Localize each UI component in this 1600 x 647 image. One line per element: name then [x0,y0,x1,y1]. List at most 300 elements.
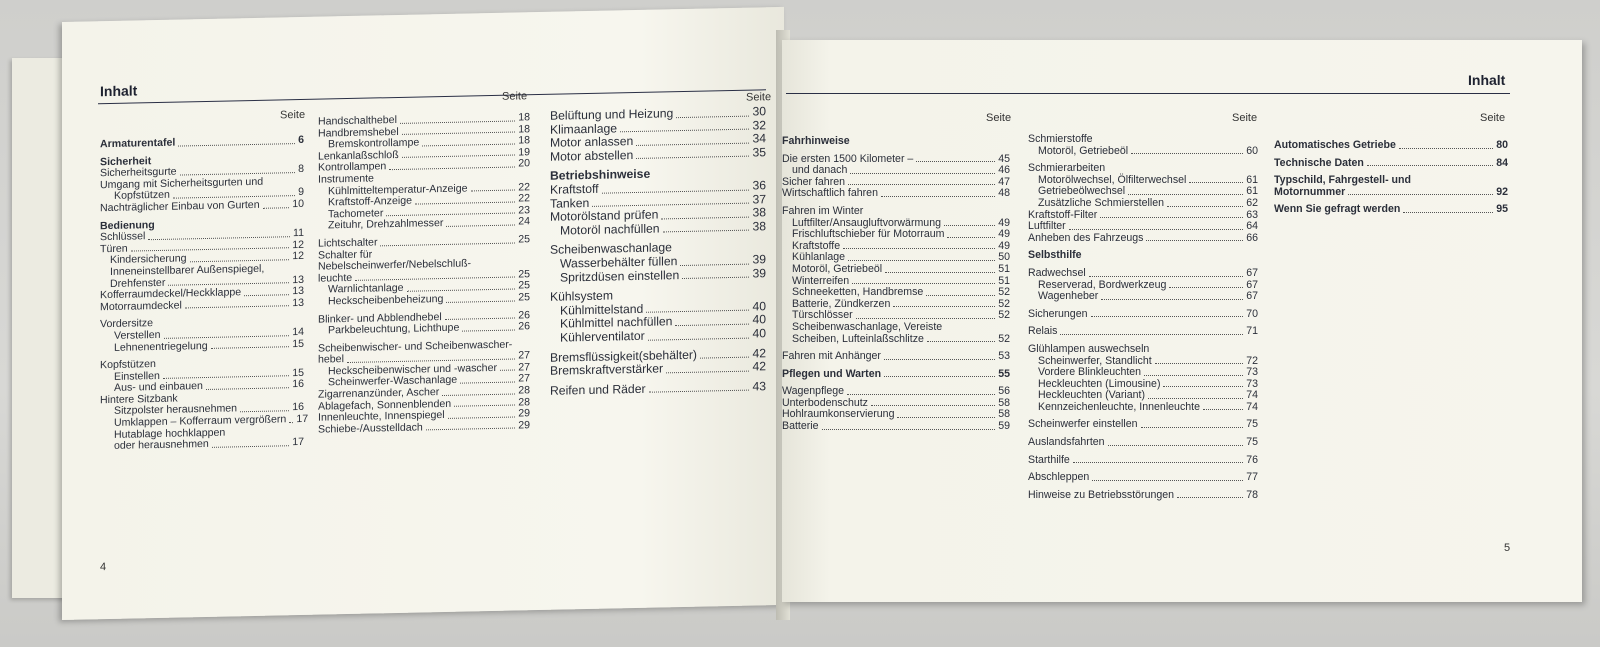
toc-entry-page: 78 [1246,488,1258,501]
toc-entry-title: Auslandsfahrten [1028,436,1105,449]
toc-entry-title: Zeituhr, Drehzahlmesser [328,217,444,232]
toc-entry-page: 75 [1246,436,1258,449]
toc-entry-title: Technische Daten [1274,156,1364,169]
dot-leader [181,399,301,402]
dot-leader [400,120,515,123]
dot-leader [1203,409,1243,410]
toc-entry-page: 58 [998,396,1010,409]
toc-entry-title: Scheibenwischer- und Scheibenwascher- [318,338,513,355]
dot-leader [850,173,995,174]
toc-entry-title: Handbremshebel [318,125,399,140]
toc-entry-title: Anheben des Fahrzeugs [1028,231,1144,244]
toc-entry [318,292,530,308]
toc-entry-title: Scheinwerfer einstellen [1028,418,1138,431]
toc-entry-title: Tachometer [328,207,384,221]
dot-leader [636,156,749,159]
toc-entry-page: 13 [292,296,304,309]
toc-entry-page: 52 [998,297,1010,310]
toc-entry [782,264,1010,276]
toc-entry [1028,291,1258,303]
toc-entry-title: Kraftstoff-Filter [1028,208,1098,221]
toc-entry-title: Zigarrenanzünder, Ascher [318,386,440,401]
toc-entry-page: 43 [752,378,766,394]
toc-entry-title: Bremsflüssigkeit(sbehälter) [550,347,697,365]
toc-column [1274,134,1508,216]
toc-entry-title: Sicherungen [1028,307,1088,320]
toc-entry-page: 35 [752,145,766,160]
toc-entry-title: Umklappen – Kofferraum vergrößern [114,413,287,429]
toc-entry-page: 40 [752,298,766,314]
toc-entry-title: Instrumente [318,172,374,186]
dot-leader [1177,497,1243,498]
toc-entry-title: Luftfilter/Ansaugluftvorwärmung [792,216,941,229]
toc-entry-page: 18 [518,134,530,147]
dot-leader [445,318,516,320]
toc-entry-page: 72 [1246,354,1258,367]
toc-entry-title: Einstellen [114,369,160,383]
toc-entry [1028,402,1258,414]
toc-entry-page: 53 [998,350,1010,363]
dot-leader [1146,240,1243,241]
toc-entry [782,229,1010,241]
toc-entry-title: Die ersten 1500 Kilometer – [782,152,914,165]
toc-entry-title: oder herausnehmen [114,438,209,453]
toc-entry-page: 14 [292,325,304,339]
toc-entry [1028,250,1258,262]
toc-entry-title: Armaturentafel [100,136,176,151]
dot-leader [926,295,995,296]
toc-entry-page: 36 [752,178,766,193]
toc-entry-title: leuchte [318,271,353,285]
page-number: 4 [100,561,107,574]
toc-entry-page: 6 [298,133,304,147]
toc-entry [1274,140,1508,152]
toc-entry-title: Hohlraumkonservierung [782,408,895,421]
toc-entry-title: Schmierstoffe [1028,133,1093,145]
toc-entry-page: 26 [518,308,530,321]
dot-leader [462,329,515,331]
toc-entry-page: 40 [752,312,766,327]
toc-entry-page: 19 [518,145,530,159]
dot-leader [446,300,515,302]
toc-entry-title: Umgang mit Sicherheitsgurten und [100,175,264,191]
toc-entry-title: Kühlmittelstand [560,301,644,318]
toc-entry [1028,472,1258,484]
toc-entry-title: hebel [318,353,344,366]
toc-entry-page: 52 [998,332,1010,345]
toc-entry-page: 27 [518,372,530,385]
dot-leader [884,359,995,360]
toc-entry-page: 27 [518,361,530,374]
toc-entry [1028,437,1258,449]
toc-entry [1028,268,1258,280]
toc-entry [318,217,530,233]
toc-entry-title: Sicherheitsgurte [100,165,177,180]
dot-leader [1141,427,1244,428]
dot-leader [1131,153,1243,154]
toc-entry-title: Scheibenwaschanlage, Vereiste [792,320,943,333]
toc-entry-title: Sitzpolster herausnehmen [114,402,238,418]
toc-entry-page: 62 [1246,196,1258,209]
toc-entry-title: Glühlampen auswechseln [1028,342,1150,355]
dot-leader [1089,276,1243,277]
toc-entry [782,136,1010,148]
seite-label: Seite [502,90,528,103]
dot-leader [1069,229,1244,230]
toc-entry-title: Kühlsystem [550,288,613,304]
toc-entry-title: Tanken [550,195,590,211]
toc-entry-title: Kraftstoff [550,181,599,197]
dot-leader [240,410,289,412]
toc-entry-page: 73 [1246,366,1258,379]
toc-entry-page: 59 [998,420,1010,433]
toc-entry [1028,455,1258,467]
toc-entry-page: 15 [292,366,304,379]
toc-entry [1028,233,1258,245]
toc-entry-title: Handschalthebel [318,113,397,128]
toc-entry-title: Türschlösser [792,309,853,322]
dot-leader [402,132,516,135]
toc-entry [782,188,1010,200]
toc-entry-title: Selbsthilfe [1028,249,1082,262]
dot-leader [389,166,515,170]
dot-leader [1100,217,1243,218]
dot-leader [244,294,289,296]
dot-leader [648,337,750,340]
dot-leader [446,224,515,226]
toc-entry-page: 76 [1246,453,1258,466]
dot-leader [289,422,293,423]
toc-entry-title: Drehfenster [110,276,166,290]
toc-entry-page: 24 [518,215,530,228]
seite-label: Seite [1232,112,1258,124]
toc-entry [782,369,1010,381]
toc-entry-title: Parkbeleuchtung, Lichthupe [328,321,460,337]
toc-entry-title: Türen [100,242,128,255]
toc-entry-title: Scheinwerfer-Waschanlage [328,374,458,389]
toc-entry [550,220,766,238]
dot-leader [426,428,515,431]
toc-entry-title: Nachträglicher Einbau von Gurten [100,198,260,215]
dot-leader [884,376,995,377]
toc-entry-title: Kühlerventilator [560,328,645,345]
right-page [782,40,1582,602]
toc-column [1028,134,1258,501]
dot-leader [848,184,995,185]
toc-entry-title: Reserverad, Bordwerkzeug [1038,278,1167,291]
toc-entry-title: Motoröl, Getriebeöl [792,262,883,275]
dot-leader [266,184,301,185]
toc-entry-title: Blinker- und Abblendhebel [318,310,442,326]
toc-column [550,105,766,398]
dot-leader [1128,194,1243,195]
dot-leader [675,324,749,327]
toc-entry-title: Ablagefach, Sonnenblenden [318,397,452,413]
dot-leader [500,370,515,371]
toc-entry-page: 67 [1246,278,1258,291]
dot-leader [646,310,749,313]
toc-entry-title: Bedienung [100,218,155,232]
dot-leader [164,335,290,339]
dot-leader [407,288,516,291]
toc-entry [550,360,766,378]
dot-leader [885,272,995,273]
toc-entry [1028,309,1258,321]
toc-entry-title: Kennzeichenleuchte, Innenleuchte [1038,400,1200,413]
toc-entry-page: 29 [518,419,530,432]
toc-entry-page: 49 [998,239,1010,252]
toc-entry [782,287,1010,299]
page-number: 5 [1504,542,1511,554]
toc-column [318,112,530,436]
toc-entry-title: Kraftstoffe [792,239,841,252]
toc-entry-title: Heckscheibenbeheizung [328,292,444,308]
toc-entry-title: Scheinwerfer, Standlicht [1038,354,1152,367]
dot-leader [228,434,301,436]
dot-leader [649,390,750,393]
toc-entry-title: Relais [1028,325,1058,338]
toc-entry [782,421,1010,433]
toc-entry-title: Wenn Sie gefragt werden [1274,203,1401,216]
heading-rule [786,93,1510,94]
toc-entry [1028,419,1258,431]
dot-leader [881,196,995,197]
dot-leader [847,394,995,395]
toc-entry-page: 39 [752,252,766,267]
toc-entry-title: Betriebshinweise [550,167,651,184]
toc-entry-page: 51 [998,274,1010,287]
toc-entry-page: 66 [1246,231,1258,244]
toc-entry [1274,158,1508,170]
toc-entry-page: 46 [998,164,1010,177]
toc-entry-page: 22 [518,192,530,205]
toc-entry-title: Motoröl nachfüllen [560,221,660,238]
dot-leader [212,445,289,448]
toc-entry-page: 16 [292,401,304,414]
toc-entry [550,146,766,164]
dot-leader [180,172,296,175]
toc-entry [782,334,1010,346]
toc-entry-page: 18 [518,122,530,136]
toc-entry-title: Automatisches Getriebe [1274,139,1396,151]
dot-leader [620,129,749,133]
dot-leader [422,143,515,146]
toc-entry-title: Aus- und einbauen [114,380,203,395]
toc-entry-page: 52 [998,286,1010,299]
toc-entry-page: 18 [518,111,530,124]
toc-entry-page: 25 [518,291,530,304]
dot-leader [661,216,749,219]
toc-entry-title: Motoröl, Getriebeöl [1038,144,1129,157]
toc-entry-title: Kühlanlage [792,251,846,264]
toc-entry [782,322,1010,334]
toc-entry [550,380,766,398]
toc-entry [1028,221,1258,233]
right-page-heading: Inhalt [1468,72,1506,88]
toc-entry-title: Reifen und Räder [550,381,646,398]
toc-entry [100,135,304,151]
toc-entry-title: Wagenpflege [782,385,845,398]
dot-leader [848,260,995,261]
dot-leader [185,306,289,309]
toc-entry-page: 29 [518,407,530,420]
toc-entry-page: 42 [752,345,766,361]
toc-entry-title: Fahren im Winter [782,204,864,217]
toc-entry-title: Fahrhinweise [782,135,850,147]
toc-entry-title: Luftfilter [1028,220,1066,233]
toc-entry-page: 58 [998,408,1010,421]
toc-entry-title: Sicherheit [100,154,152,168]
dot-leader [1189,182,1243,183]
toc-entry-title: Vordersitze [100,317,153,331]
toc-entry-title: Kopfstützen [100,358,156,372]
toc-entry-title: Motorölstand prüfen [550,207,659,224]
toc-entry-title: Schiebe-/Ausstelldach [318,421,423,436]
dot-leader [206,387,289,390]
toc-entry-page: 56 [998,385,1010,398]
dot-leader [168,282,289,286]
toc-entry-page: 9 [298,186,304,199]
toc-entry-title: Spritzdüsen einstellen [560,267,680,285]
toc-entry-title: Belüftung und Heizung [550,106,674,123]
toc-entry-title: Scheiben, Lufteinlaßschlitze [792,332,924,345]
toc-entry-page: 28 [518,384,530,397]
toc-entry-page: 74 [1246,389,1258,402]
toc-entry-title: Lenkanlaßschloß [318,148,399,163]
dot-leader [380,242,515,246]
toc-entry-title: Kraftstoff-Anzeige [328,194,413,209]
toc-entry-title: Warnlichtanlage [328,282,404,296]
toc-column [782,130,1010,433]
toc-entry [782,351,1010,363]
toc-entry-title: Wasserbehälter füllen [560,254,678,271]
dot-leader [680,263,749,265]
toc-entry-page: 25 [518,233,530,246]
toc-entry-title: Vordere Blinkleuchten [1038,366,1142,379]
dot-leader [178,143,295,146]
toc-entry-page: 12 [292,238,304,251]
toc-entry-page: 49 [998,216,1010,229]
toc-entry [550,327,766,345]
toc-entry-title: Kontrollampen [318,160,387,175]
dot-leader [944,225,995,226]
toc-entry-title: Schlüssel [100,230,146,244]
toc-entry-title: Abschleppen [1028,471,1090,484]
dot-leader [1073,462,1243,463]
toc-entry-page: 92 [1496,185,1508,198]
dot-leader [666,370,749,373]
toc-entry-page: 52 [998,309,1010,322]
toc-entry-page: 60 [1246,144,1258,157]
dot-leader [856,318,996,319]
dot-leader [148,236,290,240]
dot-leader [822,429,996,430]
toc-entry-page: 50 [998,251,1010,264]
dot-leader [386,213,515,217]
toc-entry-title: und danach [792,164,848,177]
toc-entry-title: Klimaanlage [550,120,618,137]
dot-leader [1403,212,1493,213]
toc-entry-page: 74 [1246,400,1258,413]
dot-leader [927,341,995,342]
toc-entry-page: 39 [752,265,766,281]
toc-entry-page: 22 [518,180,530,194]
toc-entry-title: Bremskontrollampe [328,136,420,151]
toc-entry [1028,344,1258,356]
toc-entry-page: 20 [518,157,530,170]
left-page [62,7,784,620]
toc-entry-title: Kühlmittel nachfüllen [560,314,673,331]
toc-entry-title: Wirtschaftlich fahren [782,187,878,200]
toc-entry [1028,490,1258,502]
toc-entry-page: 49 [998,228,1010,241]
dot-leader [916,161,995,162]
toc-entry-page: 34 [752,131,766,146]
toc-entry-page: 80 [1496,139,1508,151]
dot-leader [1060,334,1243,335]
dot-leader [897,417,995,418]
dot-leader [871,405,995,406]
toc-entry-page: 16 [292,378,304,391]
dot-leader [1101,299,1243,300]
dot-leader [163,376,289,380]
dot-leader [471,190,516,192]
toc-entry-page: 67 [1246,266,1258,279]
toc-entry-page: 13 [292,273,304,286]
toc-entry [1028,367,1258,379]
toc-entry [782,206,1010,218]
toc-entry-title: Frischluftschieber für Motorraum [792,228,945,241]
dot-leader [173,195,295,199]
toc-entry-page: 12 [292,250,304,263]
dot-leader [1167,206,1243,207]
dot-leader [1155,363,1244,364]
toc-entry-page: 28 [518,395,530,409]
seite-label: Seite [746,91,772,104]
toc-entry-title: Typschild, Fahrgestell- und [1274,174,1411,187]
dot-leader [1091,316,1244,317]
dot-leader [700,357,749,359]
toc-entry-page: 25 [518,279,530,292]
toc-entry-title: Sicher fahren [782,175,846,188]
toc-entry-title: Wagenheber [1038,290,1099,303]
toc-entry-page: 8 [298,163,304,176]
toc-entry-title: Inneneinstellbarer Außenspiegel, [110,262,265,278]
dot-leader [636,142,749,145]
dot-leader [474,266,527,267]
dot-leader [402,155,516,158]
toc-entry-title: Kühlmitteltemperatur-Anzeige [328,182,468,197]
toc-entry-page: 67 [1246,290,1258,303]
toc-entry-page: 11 [293,227,304,240]
dot-leader [442,393,515,396]
dot-leader [460,382,515,384]
dot-leader [947,237,995,238]
toc-entry-title: Schalter für [318,248,373,262]
dot-leader [267,272,301,273]
toc-entry-page: 17 [292,436,304,449]
dot-leader [675,250,763,252]
toc-entry-page: 47 [998,175,1010,188]
toc-entry-title: Batterie [782,420,819,433]
toc-entry-title: Kofferraumdeckel/Heckklappe [100,286,242,302]
toc-entry-title: Lichtschalter [318,236,378,250]
toc-entry-title: Heckleuchten (Limousine) [1038,377,1161,390]
toc-entry-title: Bremskraftverstärker [550,361,664,378]
toc-entry-page: 61 [1246,173,1258,186]
toc-entry-page: 38 [752,205,766,220]
toc-entry-title: Kindersicherung [110,252,187,267]
